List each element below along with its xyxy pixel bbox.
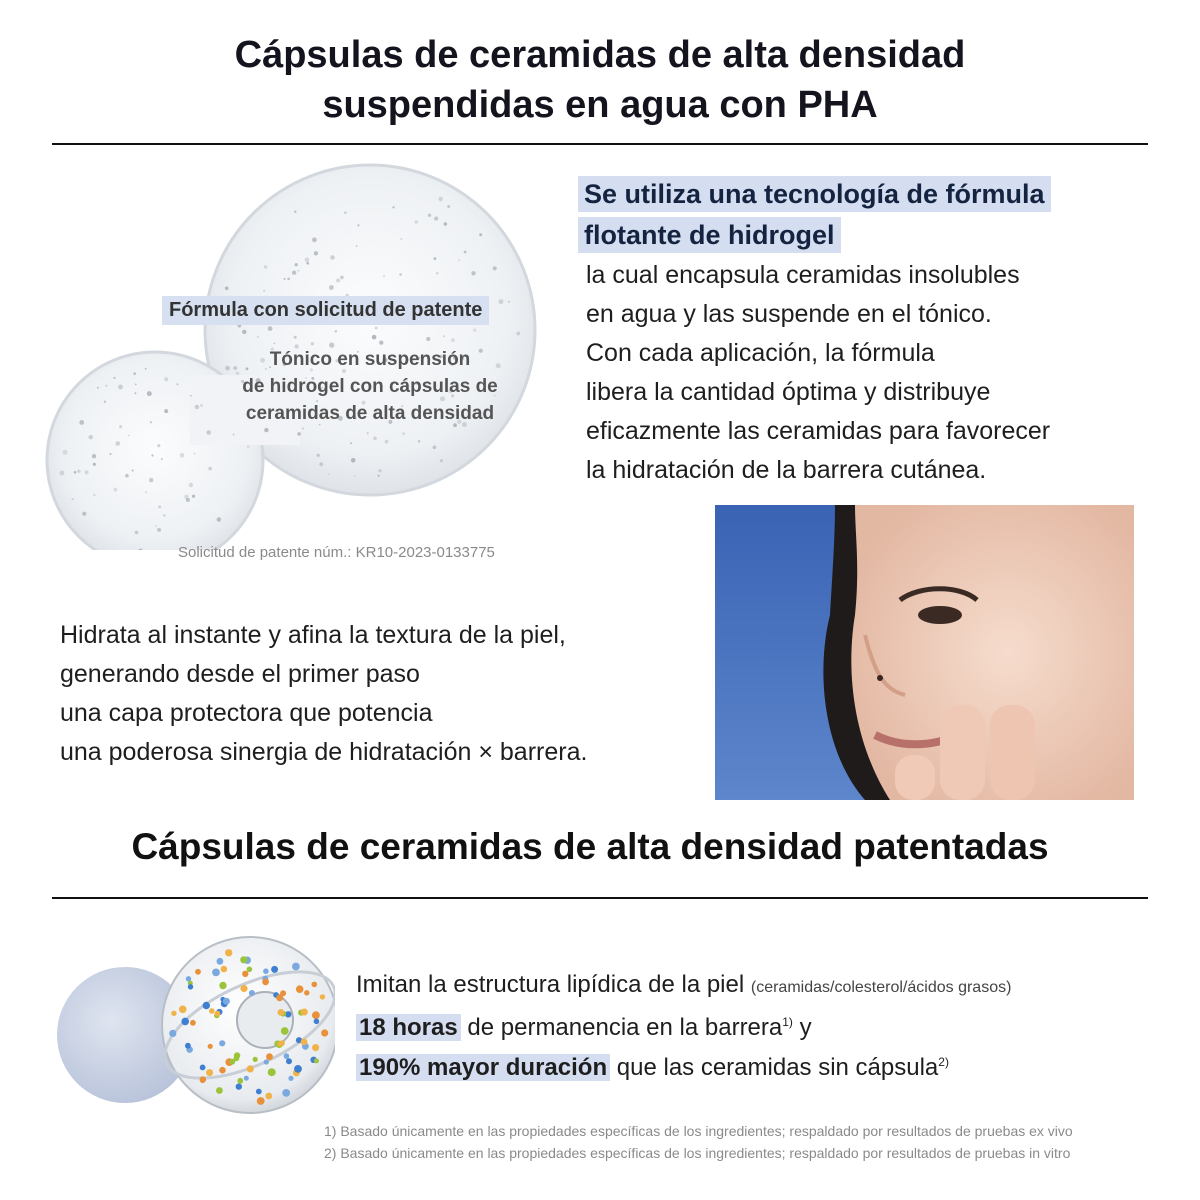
body-line: en agua y las suspende en el tónico.	[586, 300, 992, 328]
section-title: Cápsulas de ceramidas de alta densidad patentadas	[131, 826, 1049, 867]
page-title	[0, 30, 1200, 130]
divider	[52, 897, 1148, 899]
capsule-benefits	[356, 965, 1011, 1088]
benefit-line-1	[356, 965, 1011, 1008]
gel-description	[200, 346, 540, 427]
gel-desc-line: ceramidas de alta densidad	[245, 403, 495, 424]
footnote: 1) Basado únicamente en las propiedades específicas de los ingredientes; respaldado por resultados de pruebas ex vivo	[324, 1123, 1073, 1139]
gel-desc-line: de hidrogel con cápsulas de	[242, 376, 498, 397]
hydration-line: una capa protectora que potencia	[60, 699, 433, 727]
lipid-components: (ceramidas/colesterol/ácidos grasos)	[750, 979, 1012, 996]
hydration-line: Hidrata al instante y afina la textura de la piel,	[60, 621, 566, 649]
model-face-photo	[715, 505, 1134, 800]
title-line-2: suspendidas en agua con PHA	[322, 84, 878, 126]
ceramide-capsule-illustration	[55, 925, 335, 1125]
footnotes	[324, 1120, 1073, 1164]
hydration-line: una poderosa sinergia de hidratación × barrera.	[60, 738, 588, 766]
benefit-line-3	[356, 1048, 1011, 1088]
longevity-highlight: 190% mayor duración	[356, 1054, 610, 1081]
footnote-ref-1: 1)	[782, 1015, 793, 1029]
hydration-description	[60, 616, 587, 772]
lipid-structure-text: Imitan la estructura lipídica de la piel	[356, 971, 751, 998]
highlight-heading-line-1: Se utiliza una tecnología de fórmula	[578, 176, 1051, 212]
duration-end: y	[792, 1014, 812, 1041]
duration-highlight: 18 horas	[356, 1014, 461, 1041]
footnote-ref-2: 2)	[938, 1055, 949, 1069]
duration-text: de permanencia en la barrera	[460, 1014, 783, 1041]
footnote: 2) Basado únicamente en las propiedades específicas de los ingredientes; respaldado por resultados de pruebas in vitro	[324, 1145, 1071, 1161]
body-line: libera la cantidad óptima y distribuye	[586, 378, 991, 406]
title-line-1: Cápsulas de ceramidas de alta densidad	[234, 34, 966, 76]
technology-description	[586, 256, 1050, 490]
hydration-line: generando desde el primer paso	[60, 660, 420, 688]
patent-number: Solicitud de patente núm.: KR10-2023-0133775	[178, 544, 495, 561]
gel-desc-line: Tónico en suspensión	[269, 349, 471, 370]
longevity-text: que las ceramidas sin cápsula	[610, 1054, 939, 1081]
body-line: Con cada aplicación, la fórmula	[586, 339, 935, 367]
body-line: la hidratación de la barrera cutánea.	[586, 456, 987, 484]
divider	[52, 143, 1148, 145]
body-line: la cual encapsula ceramidas insolubles	[586, 261, 1020, 289]
patent-badge: Fórmula con solicitud de patente	[162, 296, 489, 325]
body-line: eficazmente las ceramidas para favorecer	[586, 417, 1051, 445]
highlight-heading-line-2: flotante de hidrogel	[578, 217, 841, 253]
benefit-line-2	[356, 1008, 1011, 1048]
